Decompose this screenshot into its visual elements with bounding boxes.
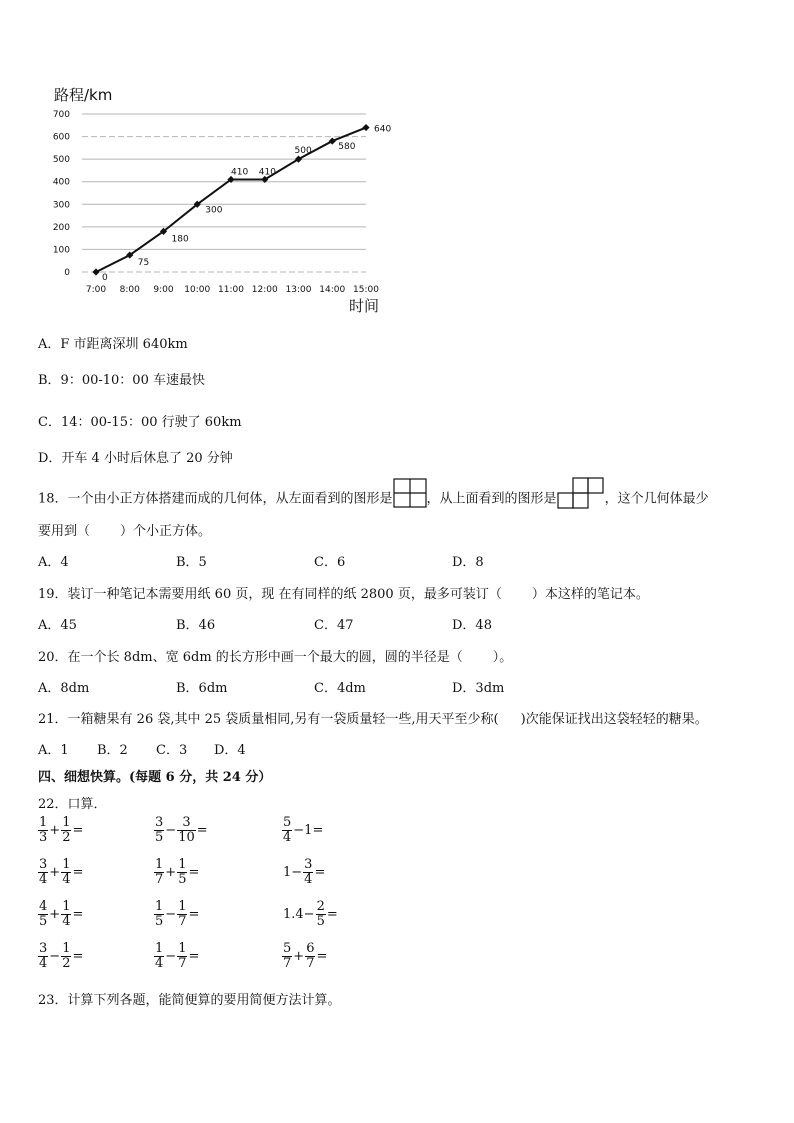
q23-title: 23．计算下列各题，能简便算的要用简便方法计算。 bbox=[38, 993, 341, 1008]
q18-text-part2: ，从上面看到的图形是 bbox=[426, 491, 557, 507]
left-view-figure bbox=[393, 478, 427, 520]
x-axis-label: 时间 bbox=[349, 297, 380, 315]
data-label: 180 bbox=[171, 234, 189, 245]
q20-text-b: ）。 bbox=[492, 650, 513, 665]
q18-line2-a: 要用到（ bbox=[38, 524, 91, 539]
q21-option-b: B．2 bbox=[97, 743, 128, 758]
q17-option-c: C．14：00-15：00 行驶了 60km bbox=[38, 415, 242, 430]
data-label: 500 bbox=[294, 146, 312, 157]
calc-r3c2: $\frac{1}{5}$ − $\frac{1}{7}$ = bbox=[155, 899, 200, 929]
q18-text-part1: 18．一个由小正方体搭建而成的几何体，从左面看到的图形是 bbox=[38, 491, 393, 507]
q21-option-a: A．1 bbox=[38, 743, 69, 758]
q20-text-a: 20．在一个长 8dm、宽 6dm 的长方形中画一个最大的圆，圆的半径是（ bbox=[38, 650, 463, 665]
calc-r3c1: $\frac{4}{5}$ + $\frac{1}{4}$ = bbox=[39, 899, 84, 929]
q18-line2 bbox=[38, 520, 211, 539]
q17-option-d: D．开车 4 小时后休息了 20 分钟 bbox=[38, 451, 233, 466]
q18-option-a: A．4 bbox=[38, 555, 69, 570]
data-label: 300 bbox=[205, 205, 223, 216]
q20-question bbox=[38, 646, 512, 665]
y-tick-label: 400 bbox=[52, 177, 70, 188]
calc-r3c3: 1.4− $\frac{2}{5}$ = bbox=[283, 899, 338, 929]
calc-r4c2: $\frac{1}{4}$ − $\frac{1}{7}$ = bbox=[155, 941, 200, 971]
x-tick-label: 11:00 bbox=[218, 285, 244, 295]
calc-r1c3: $\frac{5}{4}$ −1= bbox=[283, 815, 324, 845]
y-tick-label: 300 bbox=[52, 200, 70, 211]
data-labels bbox=[102, 125, 391, 283]
q19-option-c: C．47 bbox=[314, 618, 354, 633]
x-tick-label: 7:00 bbox=[85, 285, 107, 295]
q21-question bbox=[38, 708, 708, 727]
x-tick-label: 14:00 bbox=[319, 285, 346, 295]
y-axis-label: 路程/km bbox=[54, 86, 113, 104]
q17-option-a: A．F 市距离深圳 640km bbox=[38, 337, 188, 352]
calc-r2c1: $\frac{3}{4}$ + $\frac{1}{4}$ = bbox=[39, 857, 84, 887]
y-tick-label: 100 bbox=[52, 245, 70, 256]
data-label: 410 bbox=[258, 167, 276, 178]
x-tick-label: 8:00 bbox=[119, 285, 140, 295]
x-tick-label: 9:00 bbox=[153, 285, 174, 295]
q20-option-c: C．4dm bbox=[314, 681, 366, 696]
data-label: 75 bbox=[137, 258, 150, 269]
x-tick-label: 15:00 bbox=[353, 285, 379, 295]
q20-option-b: B．6dm bbox=[176, 681, 228, 696]
calc-r1c2: $\frac{3}{5}$ − $\frac{3}{10}$ = bbox=[155, 815, 208, 845]
calc-r1c1: $\frac{1}{3}$ + $\frac{1}{2}$ = bbox=[39, 815, 84, 845]
chart-grid bbox=[82, 114, 366, 272]
y-tick-labels bbox=[53, 110, 70, 278]
x-tick-label: 12:00 bbox=[251, 285, 278, 295]
data-point-marker bbox=[92, 268, 99, 275]
q21-option-c: C．3 bbox=[156, 743, 188, 758]
calc-r4c1: $\frac{3}{4}$ − $\frac{1}{2}$ = bbox=[39, 941, 84, 971]
q21-text-a: 21．一箱糖果有 26 袋,其中 25 袋质量相同,另有一袋质量轻一些,用天平至少称( bbox=[38, 712, 499, 727]
q19-option-b: B．46 bbox=[176, 618, 216, 633]
q18-line2-b: ）个小正方体。 bbox=[120, 524, 212, 539]
data-label: 410 bbox=[231, 167, 249, 178]
q20-option-d: D．3dm bbox=[452, 681, 505, 696]
y-tick-label: 600 bbox=[52, 132, 70, 143]
y-tick-label: 500 bbox=[52, 155, 70, 166]
calc-r4c3: $\frac{5}{7}$ + $\frac{6}{7}$ = bbox=[283, 941, 328, 971]
data-point-marker bbox=[362, 124, 369, 131]
q21-option-d: D．4 bbox=[214, 743, 246, 758]
q19-option-a: A．45 bbox=[38, 618, 77, 633]
q19-text-a: 19．装订一种笔记本需要用纸 60 页，现 在有同样的纸 2800 页，最多可装订（ bbox=[38, 587, 502, 602]
x-tick-label: 10:00 bbox=[184, 285, 211, 295]
calc-r2c3: 1− $\frac{3}{4}$ = bbox=[283, 857, 326, 887]
x-tick-label: 13:00 bbox=[285, 285, 312, 295]
data-point-marker bbox=[329, 137, 336, 144]
top-view-figure bbox=[557, 477, 605, 521]
q18-option-d: D．8 bbox=[452, 555, 484, 570]
section-4-heading: 四、细想快算。(每题 6 分，共 24 分） bbox=[38, 770, 272, 785]
q17-option-b: B．9：00-10：00 车速最快 bbox=[38, 373, 205, 388]
q18-text-part3: ，这个几何体最少 bbox=[604, 491, 709, 507]
distance-series-line bbox=[96, 128, 366, 272]
y-tick-label: 700 bbox=[52, 110, 70, 120]
y-tick-label: 0 bbox=[64, 268, 70, 278]
q18-option-c: C．6 bbox=[314, 555, 346, 570]
data-label: 580 bbox=[338, 142, 356, 153]
q20-option-a: A．8dm bbox=[38, 681, 90, 696]
calc-r2c2: $\frac{1}{7}$ + $\frac{1}{5}$ = bbox=[155, 857, 200, 887]
q18-question bbox=[38, 477, 709, 521]
q19-question bbox=[38, 583, 649, 602]
q22-title: 22．口算． bbox=[38, 797, 107, 812]
x-tick-labels bbox=[86, 285, 379, 295]
data-label: 0 bbox=[102, 273, 108, 283]
data-label: 640 bbox=[374, 124, 392, 135]
y-tick-label: 200 bbox=[52, 222, 70, 233]
q19-text-b: ）本这样的笔记本。 bbox=[531, 587, 649, 602]
q18-option-b: B．5 bbox=[176, 555, 207, 570]
distance-time-line-chart bbox=[30, 78, 400, 323]
q21-text-b: )次能保证找出这袋轻轻的糖果。 bbox=[520, 712, 708, 727]
q19-option-d: D．48 bbox=[452, 618, 492, 633]
